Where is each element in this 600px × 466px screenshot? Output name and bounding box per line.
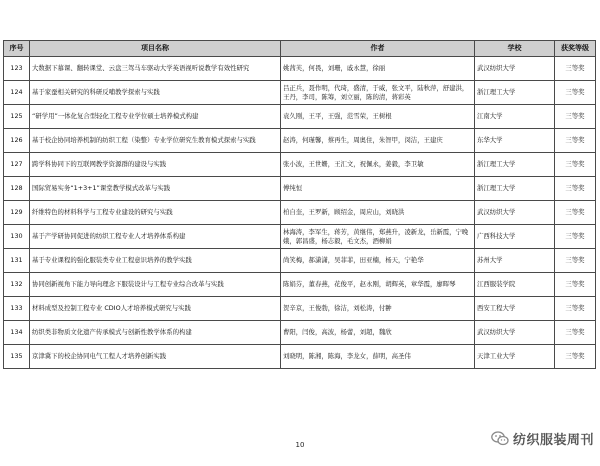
cell-title: 基于产学研协同促进的纺织工程专业人才培养体系构建: [30, 225, 281, 249]
cell-no: 123: [4, 57, 30, 81]
table-row: [4, 201, 596, 225]
table-row: [4, 153, 596, 177]
cell-no: 124: [4, 81, 30, 105]
cell-title: 跨学科协同下的互联网教学资源群的建设与实践: [30, 153, 281, 177]
cell-authors: 姚茜芙，何畏，刘珊，戚永慧，徐丽: [281, 57, 475, 81]
cell-title: 纺织类非物质文化遗产传承模式与创新性教学体系的构建: [30, 321, 281, 345]
cell-school: 江南大学: [475, 105, 555, 129]
cell-authors: 柏自奎，王罗新，顾绍金，周应山，刘晓洪: [281, 201, 475, 225]
cell-school: 浙江理工大学: [475, 81, 555, 105]
cell-award: 三等奖: [555, 57, 596, 81]
cell-authors: 陈娟芬，董春燕，花俊平，赵永刚，胡辉英，章华霞，廖晖琴: [281, 273, 475, 297]
table-row: [4, 249, 596, 273]
cell-title: 大数据下慕课、翻转课堂、云盘三驾马车驱动大学英语视听说教学有效性研究: [30, 57, 281, 81]
table-row: [4, 177, 596, 201]
cell-title: 纤维特色的材料科学与工程专业建设的研究与实践: [30, 201, 281, 225]
cell-school: 武汉纺织大学: [475, 201, 555, 225]
cell-no: 131: [4, 249, 30, 273]
cell-title: 协同创新视角下能力导向理念下服装设计与工程专业综合改革与实践: [30, 273, 281, 297]
cell-school: 浙江理工大学: [475, 153, 555, 177]
cell-title: “研学用”一体化复合型轻化工程专业学位硕士培养模式构建: [30, 105, 281, 129]
header-school: 学校: [475, 41, 555, 57]
cell-award: 三等奖: [555, 201, 596, 225]
cell-no: 125: [4, 105, 30, 129]
table-body: [4, 57, 596, 369]
cell-award: 三等奖: [555, 345, 596, 369]
table-row: [4, 273, 596, 297]
cell-title: 材料成型及控制工程专业 CDIO人才培养模式研究与实践: [30, 297, 281, 321]
cell-title: 基于家蚕相关研究的科研反哺教学探索与实践: [30, 81, 281, 105]
table-row: [4, 57, 596, 81]
cell-award: 三等奖: [555, 273, 596, 297]
cell-authors: 袁久刚，王平，王强，范雪荣，王树根: [281, 105, 475, 129]
cell-no: 133: [4, 297, 30, 321]
header-award: 获奖等级: [555, 41, 596, 57]
cell-award: 三等奖: [555, 129, 596, 153]
cell-no: 129: [4, 201, 30, 225]
table-row: [4, 345, 596, 369]
cell-title: 基于校企协同培养机制的纺织工程（染整）专业学位研究生教育模式探索与实践: [30, 129, 281, 153]
cell-authors: 吕正兵，聂作明，代琦，盛清，于威，张文平，陆秋萍，舒建洪，王丹，李司，陈筹，刘立丽，陈的清，蒋彩英: [281, 81, 475, 105]
header-title: 项目名称: [30, 41, 281, 57]
table-row: [4, 297, 596, 321]
cell-title: 国际贸易实务“1+3+1”课堂教学模式改革与实践: [30, 177, 281, 201]
cell-authors: 赵涛，何瑾馨，蔡再生，周奥住，朱智甲，闵洁，王建庆: [281, 129, 475, 153]
cell-authors: 傅纯恒: [281, 177, 475, 201]
cell-school: 东华大学: [475, 129, 555, 153]
cell-award: 三等奖: [555, 249, 596, 273]
table-row: [4, 225, 596, 249]
cell-school: 武汉纺织大学: [475, 57, 555, 81]
header-no: 序号: [4, 41, 30, 57]
watermark: [491, 429, 594, 448]
cell-school: 江西服装学院: [475, 273, 555, 297]
cell-no: 128: [4, 177, 30, 201]
cell-authors: 刘晓明，陈湘，陈海，李龙女，薛明，高圣伟: [281, 345, 475, 369]
cell-school: 天津工业大学: [475, 345, 555, 369]
cell-no: 134: [4, 321, 30, 345]
cell-award: 三等奖: [555, 297, 596, 321]
page-number: 10: [295, 441, 305, 449]
cell-award: 三等奖: [555, 81, 596, 105]
table-row: [4, 129, 596, 153]
cell-school: 广西科技大学: [475, 225, 555, 249]
cell-authors: 尚笑梅，郝潇潇，吴菲菲，田亚楠，杨天，宁艳华: [281, 249, 475, 273]
cell-school: 浙江理工大学: [475, 177, 555, 201]
cell-no: 135: [4, 345, 30, 369]
cell-authors: 张小波，王世姗，王汇文，祝佩永，姜毅，李卫敏: [281, 153, 475, 177]
table-row: [4, 321, 596, 345]
cell-no: 127: [4, 153, 30, 177]
cell-award: 三等奖: [555, 321, 596, 345]
cell-authors: 曹阳，闫俊，高波，杨蕾，刘超，魏欣: [281, 321, 475, 345]
cell-award: 三等奖: [555, 225, 596, 249]
cell-school: 武汉纺织大学: [475, 321, 555, 345]
wechat-icon: [491, 431, 509, 446]
cell-no: 132: [4, 273, 30, 297]
table-header-row: [4, 41, 596, 57]
cell-school: 西安工程大学: [475, 297, 555, 321]
cell-no: 130: [4, 225, 30, 249]
cell-title: 京津冀下的校企协同电气工程人才培养创新实践: [30, 345, 281, 369]
cell-award: 三等奖: [555, 177, 596, 201]
watermark-text: 纺织服装周刊: [512, 433, 594, 448]
cell-school: 苏州大学: [475, 249, 555, 273]
cell-title: 基于专业课程的强化服装类专业工程意识培养的教学实践: [30, 249, 281, 273]
cell-authors: 贺辛京，王俊勃，徐洁，刘松涛，付翀: [281, 297, 475, 321]
cell-award: 三等奖: [555, 105, 596, 129]
cell-no: 126: [4, 129, 30, 153]
cell-authors: 林海涛，李军生，蒋芳，黄继伟，郑燕升，凌新龙，岳新霞，宁晚娥，郭昌盛，杨志毅，毛文杰，酒柳娟: [281, 225, 475, 249]
awards-table: [3, 40, 596, 369]
cell-award: 三等奖: [555, 153, 596, 177]
table-row: [4, 105, 596, 129]
table-row: [4, 81, 596, 105]
header-authors: 作者: [281, 41, 475, 57]
